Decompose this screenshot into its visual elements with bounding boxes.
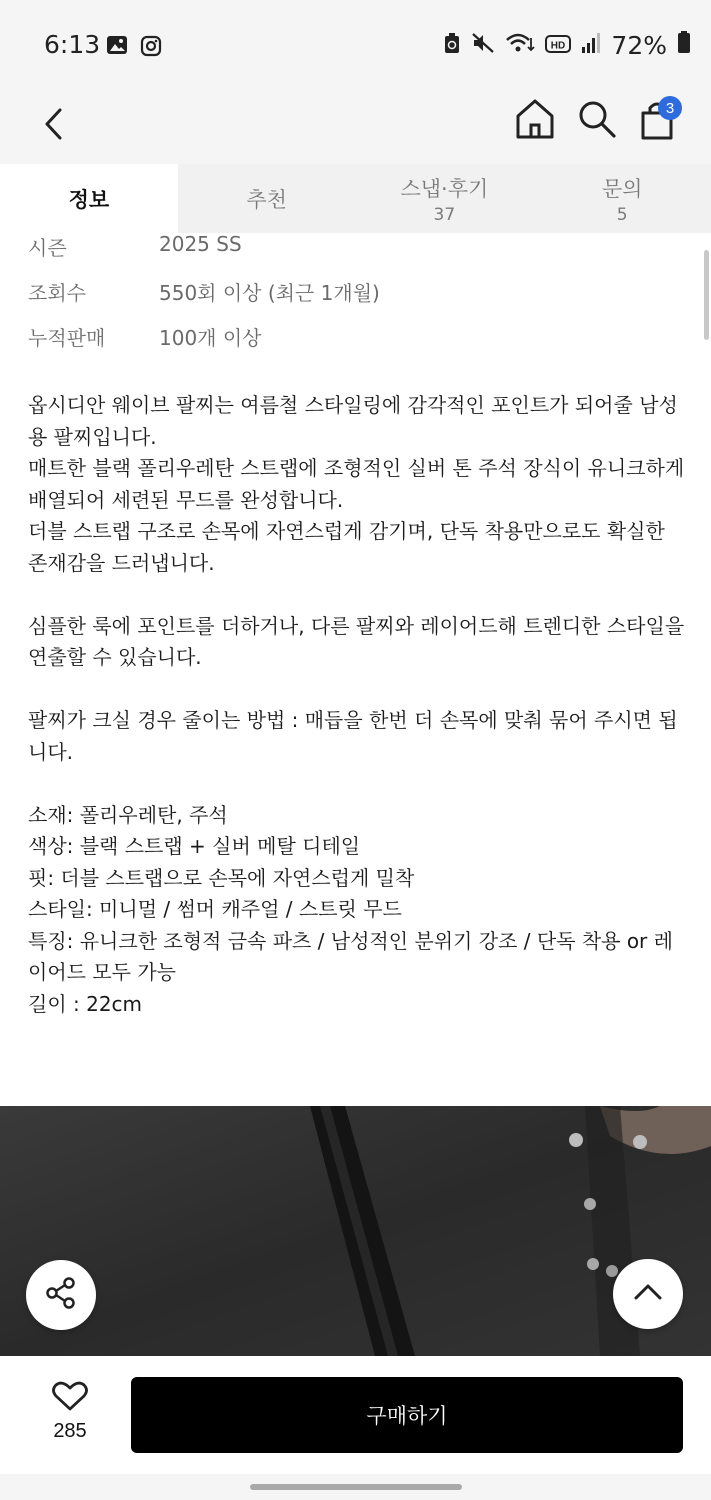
share-button[interactable]	[26, 1260, 96, 1330]
tab-label: 정보	[68, 187, 110, 212]
tab-count: 5	[616, 204, 628, 225]
spec-value: 100개 이상	[159, 326, 262, 350]
paragraph-gap	[28, 579, 688, 611]
back-icon	[44, 108, 64, 144]
top-nav-bar	[0, 90, 711, 164]
tab-count: 37	[433, 204, 456, 225]
spec-key: 시즌	[28, 236, 67, 260]
back-button[interactable]	[34, 100, 74, 152]
product-description	[28, 390, 688, 1020]
description-line: 길이 : 22cm	[28, 991, 143, 1016]
product-photo	[0, 1106, 711, 1356]
tab-label: 스냅·후기	[400, 176, 489, 201]
tab-recommend[interactable]	[178, 164, 356, 233]
description-line: 스타일: 미니멀 / 썸머 캐주얼 / 스트릿 무드	[28, 897, 402, 921]
tab-label: 추천	[246, 187, 287, 212]
spec-value: 2025 SS	[159, 232, 242, 256]
description-line: 심플한 룩에 포인트를 더하거나, 다른 팔찌와 레이어드해 트렌디한 스타일을	[28, 613, 685, 638]
home-button[interactable]	[514, 96, 556, 142]
description-line: 매트한 블랙 폴리우레탄 스트랩에 조형적인 실버 톤 주석 장식이 유니크하게	[28, 456, 685, 480]
description-line: 옵시디안 웨이브 팔찌는 여름철 스타일링에 감각적인 포인트가 되어줄 남성	[28, 393, 678, 417]
paragraph-gap	[28, 768, 688, 800]
product-tabs	[0, 164, 711, 233]
description-line: 이어드 모두 가능	[28, 960, 176, 984]
description-line: 소재: 폴리우레탄, 주석	[28, 802, 228, 827]
description-line: 특징: 유니크한 조형적 금속 파츠 / 남성적인 분위기 강조 / 단독 착용 or 레	[28, 928, 673, 953]
buy-button[interactable]: 구매하기	[131, 1377, 683, 1453]
share-icon	[44, 1276, 78, 1314]
page-scrollbar[interactable]	[704, 250, 709, 340]
description-line: 더블 스트랩 구조로 손목에 자연스럽게 감기며, 단독 착용만으로도 확실한	[28, 519, 665, 543]
spec-row-sales	[28, 322, 688, 351]
battery-icon	[677, 30, 691, 60]
status-bar	[0, 0, 711, 90]
description-line: 용 팔찌입니다.	[28, 424, 157, 449]
search-button[interactable]	[576, 98, 618, 140]
home-icon	[514, 127, 556, 146]
heart-icon	[52, 1380, 88, 1416]
spec-key: 조회수	[28, 281, 86, 305]
description-line: 핏: 더블 스트랩으로 손목에 자연스럽게 밀착	[28, 865, 415, 890]
instagram-icon	[140, 35, 162, 61]
status-time: 6:13	[44, 30, 101, 59]
home-indicator[interactable]	[250, 1484, 462, 1490]
like-count: 285	[53, 1420, 87, 1442]
scroll-to-top-button[interactable]	[613, 1259, 683, 1329]
paragraph-gap	[28, 674, 688, 706]
svg-text:HD: HD	[551, 40, 566, 51]
description-line: 배열되어 세련된 무드를 완성합니다.	[28, 487, 344, 512]
mute-icon	[471, 31, 495, 60]
recycle-icon	[443, 31, 461, 60]
description-line: 연출할 수 있습니다.	[28, 645, 202, 669]
bottom-action-bar	[0, 1356, 711, 1474]
spec-key: 누적판매	[28, 326, 106, 350]
wifi-icon	[505, 31, 535, 60]
spec-row-views	[28, 277, 688, 306]
battery-percent: 72%	[611, 30, 667, 60]
description-line: 니다.	[28, 739, 73, 764]
signal-icon	[581, 31, 601, 60]
tab-label: 문의	[601, 176, 643, 201]
spec-row-season	[28, 232, 688, 261]
tab-info[interactable]	[0, 164, 178, 233]
gesture-bar	[0, 1474, 711, 1500]
hd-icon	[545, 31, 571, 60]
description-line: 존재감을 드러냅니다.	[28, 550, 215, 575]
description-line: 색상: 블랙 스트랩 + 실버 메탈 디테일	[28, 834, 361, 858]
like-button[interactable]	[36, 1380, 104, 1443]
tab-snap-review[interactable]	[356, 164, 534, 233]
search-icon	[576, 125, 618, 144]
gallery-icon	[106, 35, 128, 61]
tab-inquiry[interactable]	[533, 164, 711, 233]
description-line: 팔찌가 크실 경우 줄이는 방법 : 매듭을 한번 더 손목에 맞춰 묶어 주시면 됩	[28, 708, 678, 732]
spec-value: 550회 이상 (최근 1개월)	[159, 281, 380, 305]
cart-icon	[638, 127, 682, 146]
chevron-up-icon	[633, 1282, 663, 1306]
cart-count-badge: 3	[658, 96, 682, 120]
